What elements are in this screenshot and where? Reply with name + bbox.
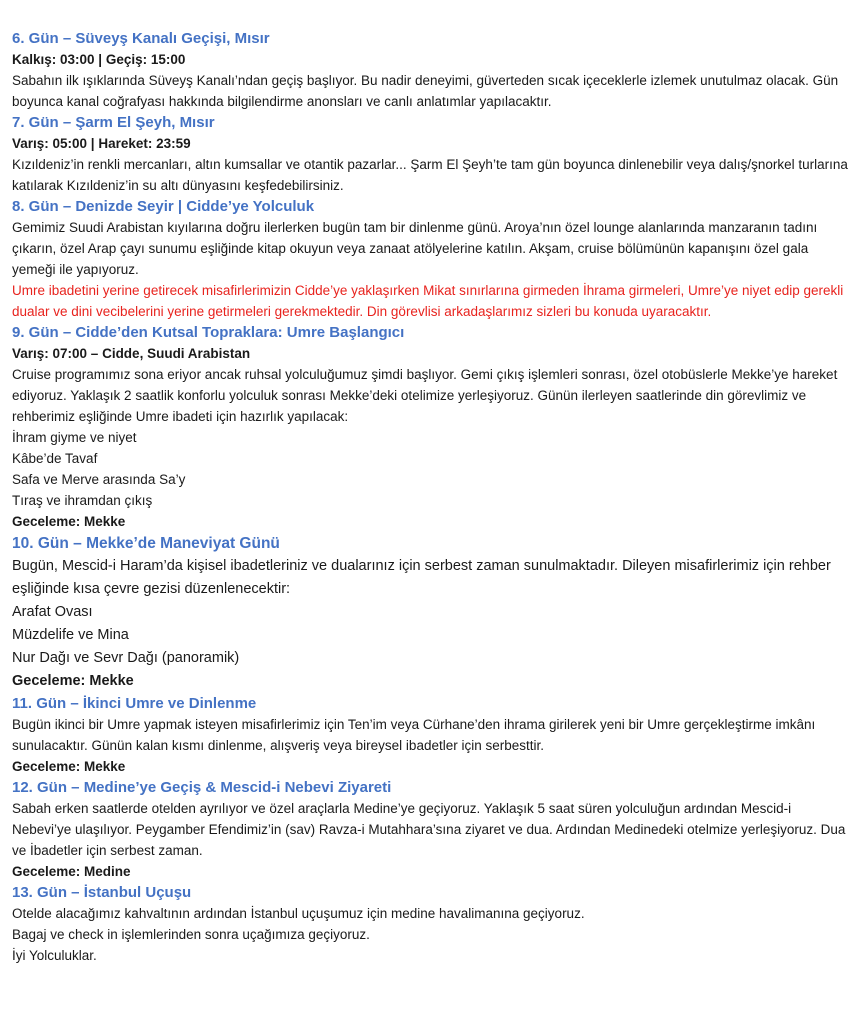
day-9-list-item: Safa ve Merve arasında Sa’y <box>12 472 186 487</box>
day-12-title: 12. Gün – Medine’ye Geçiş & Mescid-i Nebevi Ziyareti <box>12 779 392 796</box>
day-7-times: Varış: 05:00 | Hareket: 23:59 <box>12 136 191 151</box>
day-7-description: Kızıldeniz’in renkli mercanları, altın kumsallar ve otantik pazarlar... Şarm El Şeyh’te tam gün boyunca dinlenebilir veya dalış/şnorkel turlarına katılarak Kızıldeniz’in su altı dünyasını keşfedebilirsiniz. <box>12 157 848 193</box>
day-13-line: İyi Yolculuklar. <box>12 948 97 963</box>
day-9-arrival: Varış: 07:00 – Cidde, Suudi Arabistan <box>12 346 251 361</box>
day-8-title: 8. Gün – Denizde Seyir | Cidde’ye Yolculuk <box>12 198 315 215</box>
day-12-section <box>12 777 853 882</box>
day-9-list-item: Kâbe’de Tavaf <box>12 451 98 466</box>
day-9-list-item: İhram giyme ve niyet <box>12 430 137 445</box>
day-11-title: 11. Gün – İkinci Umre ve Dinlenme <box>12 695 257 712</box>
day-7-title: 7. Gün – Şarm El Şeyh, Mısır <box>12 114 215 131</box>
day-13-section <box>12 882 853 966</box>
day-13-title: 13. Gün – İstanbul Uçuşu <box>12 884 192 901</box>
day-6-description: Sabahın ilk ışıklarında Süveyş Kanalı’ndan geçiş başlıyor. Bu nadir deneyimi, güverteden sıcak içeceklerle izlemek unutulmaz olacak. Gün boyunca kanal coğrafyası hakkında bilgilendirme anonsları ve canlı anlatımlar yapılacaktır. <box>12 73 839 109</box>
day-9-overnight: Geceleme: Mekke <box>12 514 126 529</box>
day-9-section <box>12 322 853 532</box>
day-10-overnight: Geceleme: Mekke <box>12 673 134 689</box>
day-11-overnight: Geceleme: Mekke <box>12 759 126 774</box>
day-6-title: 6. Gün – Süveyş Kanalı Geçişi, Mısır <box>12 30 270 47</box>
day-10-section <box>12 532 853 693</box>
day-12-overnight: Geceleme: Medine <box>12 864 131 879</box>
day-9-list-item: Tıraş ve ihramdan çıkış <box>12 493 153 508</box>
day-7-section <box>12 112 853 196</box>
day-13-line: Otelde alacağımız kahvaltının ardından İstanbul uçuşumuz için medine havalimanına geçiyoruz. <box>12 906 585 921</box>
day-13-line: Bagaj ve check in işlemlerinden sonra uçağımıza geçiyoruz. <box>12 927 370 942</box>
day-8-description: Gemimiz Suudi Arabistan kıyılarına doğru ilerlerken bugün tam bir dinlenme günü. Aroya’nın özel lounge alanlarında manzaranın tadını çıkarın, özel Arap çayı sunumu eşliğinde kitap okuyun veya zanaat atölyelerine katılın. Akşam, cruise bölümünün kapanışını özel gala yemeği ile yapıyoruz. <box>12 220 818 277</box>
day-6-times: Kalkış: 03:00 | Geçiş: 15:00 <box>12 52 186 67</box>
day-9-title: 9. Gün – Cidde’den Kutsal Topraklara: Umre Başlangıcı <box>12 324 405 341</box>
day-10-list-item: Nur Dağı ve Sevr Dağı (panoramik) <box>12 650 240 666</box>
day-10-list-item: Müzdelife ve Mina <box>12 627 129 643</box>
day-8-umre-warning: Umre ibadetini yerine getirecek misafirlerimizin Cidde’ye yaklaşırken Mikat sınırlarına girmeden İhrama girmeleri, Umre’ye niyet edip gerekli dualar ve dini vecibelerini yerine getirmeleri gerekmektedir. Din görevlisi arkadaşlarımız sizleri bu konuda uyaracaktır. <box>12 283 844 319</box>
day-10-title: 10. Gün – Mekke’de Maneviyat Günü <box>12 535 280 552</box>
day-10-description: Bugün, Mescid-i Haram’da kişisel ibadetleriniz ve dualarınız için serbest zaman sunulmaktadır. Dileyen misafirlerimiz için rehber eşliğinde kısa çevre gezisi düzenlenecektir: <box>12 558 831 597</box>
day-9-description: Cruise programımız sona eriyor ancak ruhsal yolculuğumuz şimdi başlıyor. Gemi çıkış işlemleri sonrası, özel otobüslerle Mekke’ye hareket ediyoruz. Yaklaşık 2 saatlik konforlu yolculuk sonrası Mekke’deki otelimize yerleşiyoruz. Günün ilerleyen saatlerinde din görevlimiz ve rehberimiz eşliğinde Umre ibadeti için hazırlık yapılacak: <box>12 367 838 424</box>
day-12-description: Sabah erken saatlerde otelden ayrılıyor ve özel araçlarla Medine’ye geçiyoruz. Yaklaşık 5 saat süren yolculuğun ardından Mescid-i Nebevi’ye ulaşılıyor. Peygamber Efendimiz’in (sav) Ravza-i Mutahhara’sına ziyaret ve dua. Ardından Medinedeki otelmize yerleşiyoruz. Dua ve İbadetler için serbest zaman. <box>12 801 846 858</box>
day-8-section <box>12 196 853 322</box>
day-10-list-item: Arafat Ovası <box>12 604 93 620</box>
day-11-description: Bugün ikinci bir Umre yapmak isteyen misafirlerimiz için Ten’im veya Cürhane’den ihrama girilerek yeni bir Umre gerçekleştirme imkânı sunulacaktır. Günün kalan kısmı dinlenme, alışveriş veya bireysel ibadetler için serbesttir. <box>12 717 816 753</box>
day-6-section <box>12 28 853 112</box>
day-11-section <box>12 693 853 777</box>
